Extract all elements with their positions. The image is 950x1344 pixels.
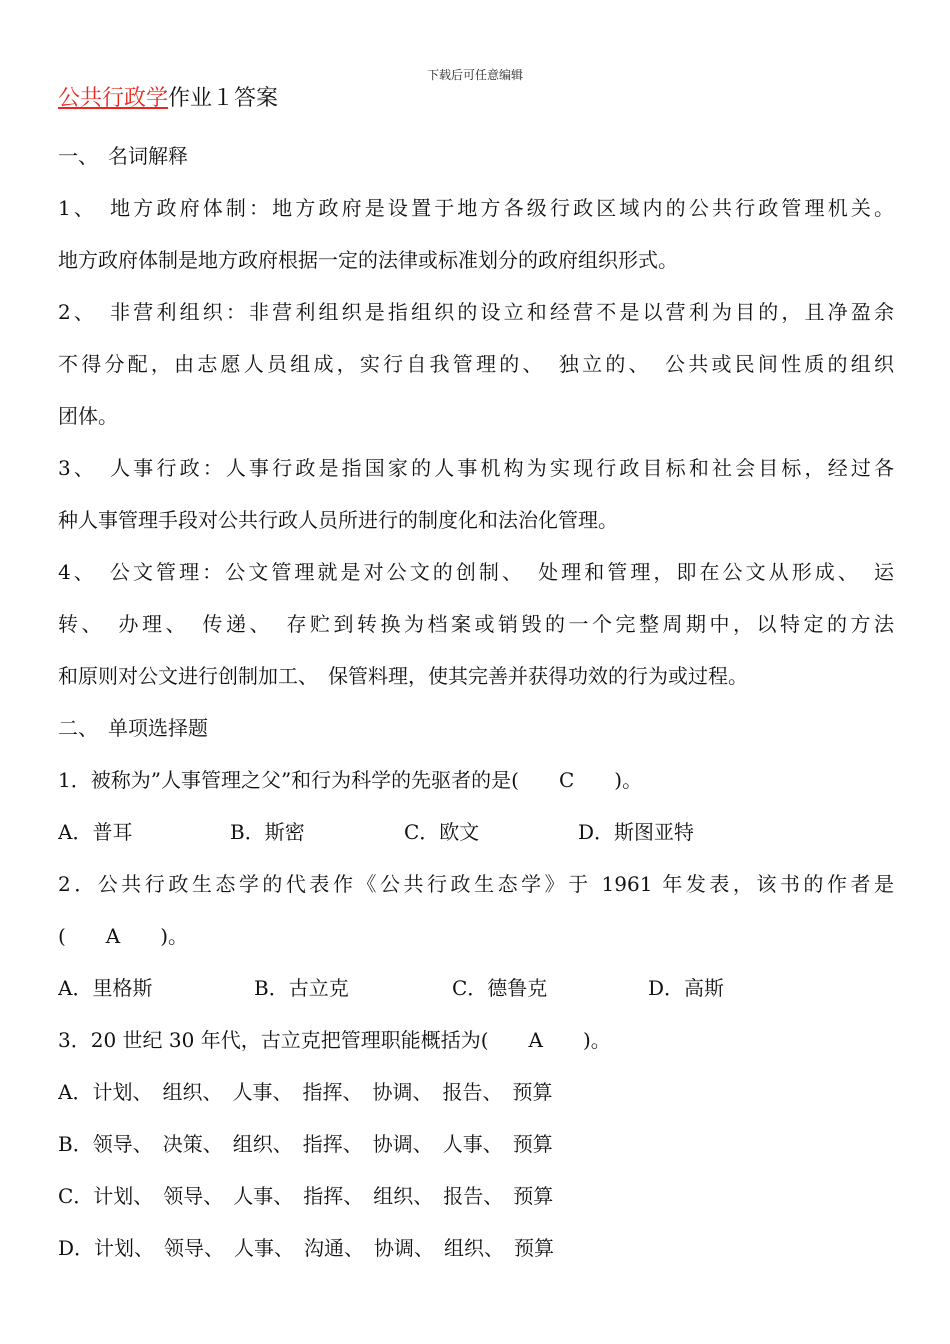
question-1: 1．被称为”人事管理之父”和行为科学的先驱者的是( C )。: [58, 768, 643, 792]
definition-2-line-2: 不得分配，由志愿人员组成，实行自我管理的、 独立的、 公共或民间性质的组织: [58, 352, 894, 376]
q3-option-a: A．计划、 组织、 人事、 指挥、 协调、 报告、 预算: [58, 1080, 553, 1104]
definition-2-line-1: 2、 非营利组织：非营利组织是指组织的设立和经营不是以营利为目的，且净盈余: [58, 300, 894, 324]
question-2-options: [58, 962, 894, 1014]
definition-3-line-2: 种人事管理手段对公共行政人员所进行的制度化和法治化管理。: [58, 508, 618, 532]
definition-1-line-2: 地方政府体制是地方政府根据一定的法律或标准划分的政府组织形式。: [58, 248, 678, 272]
section-heading-terms: 一、 名词解释: [58, 144, 188, 168]
q2-option-a: A．里格斯: [58, 976, 153, 1000]
question-3: 3．20 世纪 30 年代，古立克把管理职能概括为( A )。: [58, 1028, 611, 1052]
page-header: 下载后可任意编辑: [426, 68, 523, 82]
section-heading-choice: 二、 单项选择题: [58, 716, 208, 740]
question-2-line-2: ( A )。: [58, 924, 189, 948]
question-1-options: [58, 806, 894, 858]
q1-option-d: D．斯图亚特: [578, 820, 695, 844]
q3-option-b: B．领导、 决策、 组织、 指挥、 协调、 人事、 预算: [58, 1132, 553, 1156]
q2-option-c: C．德鲁克: [452, 976, 548, 1000]
definition-4-line-3: 和原则对公文进行创制加工、 保管料理，使其完善并获得功效的行为或过程。: [58, 664, 748, 688]
document-body: [58, 80, 894, 1274]
q1-option-b: B．斯密: [230, 820, 305, 844]
question-2-line-1: 2．公共行政生态学的代表作《公共行政生态学》于 1961 年发表，该书的作者是: [58, 872, 894, 896]
q2-option-b: B．古立克: [254, 976, 349, 1000]
doc-title: [58, 80, 894, 118]
doc-title-rest: 作业１答案: [168, 86, 279, 111]
q3-option-c: C．计划、 领导、 人事、 指挥、 组织、 报告、 预算: [58, 1184, 554, 1208]
q1-option-c: C．欧文: [404, 820, 480, 844]
definition-2-line-3: 团体。: [58, 404, 118, 428]
definition-1-line-1: 1、 地方政府体制：地方政府是设置于地方各级行政区域内的公共行政管理机关。: [58, 196, 894, 220]
definition-3-line-1: 3、 人事行政：人事行政是指国家的人事机构为实现行政目标和社会目标，经过各: [58, 456, 894, 480]
q1-option-a: A．普耳: [58, 820, 133, 844]
q2-option-d: D．高斯: [648, 976, 725, 1000]
q3-option-d: D．计划、 领导、 人事、 沟通、 协调、 组织、 预算: [58, 1236, 555, 1260]
definition-4-line-2: 转、 办理、 传递、 存贮到转换为档案或销毁的一个完整周期中，以特定的方法: [58, 612, 894, 636]
doc-title-link[interactable]: 公共行政学: [58, 86, 169, 111]
definition-4-line-1: 4、 公文管理：公文管理就是对公文的创制、 处理和管理，即在公文从形成、 运: [58, 560, 894, 584]
